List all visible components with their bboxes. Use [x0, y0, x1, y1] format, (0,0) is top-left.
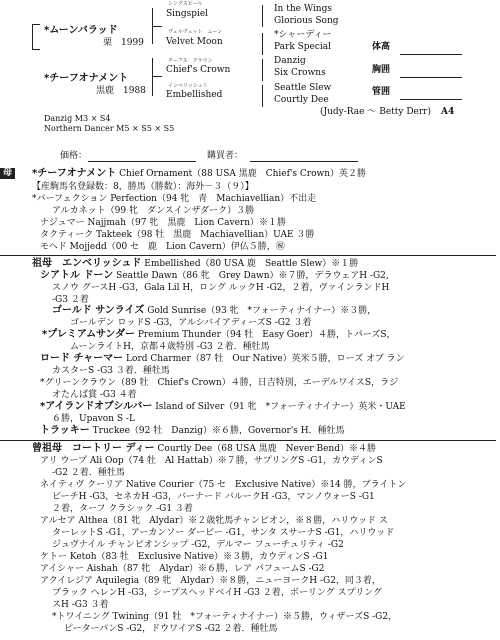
dam-offspring-3: タクティーク Takteek（98 牡 黒鹿 Machiavellian）UAE ３勝: [40, 230, 315, 240]
gen3-name-7: Seattle Slew: [274, 83, 332, 93]
height-label: 体高: [372, 42, 391, 52]
sire-name: *ムーンバラッド: [44, 25, 118, 36]
sire-detail: 栗 1999: [103, 38, 144, 48]
gen3-name-1: In the Wings: [274, 4, 332, 14]
gen2-ruby-1: シングスピール: [168, 1, 203, 7]
girth-label: 胸囲: [372, 65, 391, 75]
gen3-name-6: Six Crowns: [274, 68, 326, 78]
ggd-offspring-3: アルセア Althea（81 牝 Alydar）※２歳牝馬チャンピオン，※８勝，ハリウッド ス: [40, 516, 388, 526]
height-field[interactable]: [400, 54, 462, 55]
granddam-offspring-1-foal-2: *プレミアムサンダー Premium Thunder（94 牡 Easy Goer）４勝，トパーズS，: [42, 329, 396, 340]
gen3-name-2: Glorious Song: [274, 16, 339, 26]
gen2-ruby-4: インベリッシュト: [168, 83, 208, 89]
dam-offspring-4: モヘド Mojjedd（00 セ 鹿 Lion Cavern）伊仏５勝，㊗: [40, 242, 285, 252]
section-dam: [0, 168, 21, 179]
granddam-offspring-4: *アイランドオブシルバー Island of Silver（91 牝 *フォーティナイナー）英米・UAE: [40, 401, 406, 412]
ggd-offspring-1: アリ ウープ Ali Oop（74 牡 Al Hattab）※７勝，サプリングS -G1，カウディンS: [40, 456, 383, 466]
granddam-offspring-1: シアトル ドーン Seattle Dawn（86 牝 Grey Dawn）※７勝，デラウェアH -G2,: [40, 270, 389, 281]
dam-detail: 黒鹿 1988: [96, 86, 146, 96]
ggd-offspring-3-line3: ジュヴナイル チャンピオンシップ -G2，デルマー フューチュリティ -G2: [52, 540, 344, 550]
ggd-offspring-1-line2: -G2 ２着．種牡馬: [52, 468, 125, 478]
price-field[interactable]: [88, 161, 196, 162]
dam-offspring-2: ナジュマー Najjmah（97 牝 黒鹿 Lion Cavern）※１勝: [40, 218, 287, 228]
ggd-offspring-6-foal: *トワイニング Twining（91 牡 *フォーティナイナー）※５勝，ウィザーズS -G2，: [52, 612, 398, 622]
granddam-offspring-3: *グリーンクラウン（89 牡 Chief's Crown）４勝，日吉特別，エーデルワイスS，ラジ: [40, 378, 399, 388]
granddam-offspring-2: ロード チャーマー Lord Charmer（87 牡 Our Native）英米５勝，ローズ オブ ラン: [40, 353, 405, 364]
dam-main-entry: *チーフオナメント Chief Ornament（88 USA 黒鹿 Chief's Crown）英２勝: [32, 168, 366, 179]
price-label: 価格：: [60, 151, 88, 161]
granddam-offspring-2-line2: カスターS -G3 ３着．種牡馬: [52, 366, 170, 376]
gen2-name-1: Singspiel: [166, 9, 209, 19]
granddam-main-entry: 祖母 エンベリッシュド Embellished（80 USA 鹿 Seattle Slew）※１勝: [32, 258, 359, 269]
great-granddam-main-entry: 曾祖母 コートリー ディー Courtly Dee（68 USA 黒鹿 Never Bend）※４勝: [32, 443, 376, 454]
granddam-offspring-1-line3: -G3 ２着: [52, 295, 89, 305]
ggd-offspring-2-line2: ビーチH -G3，セネカH -G3，バーナード バルークH -G3，マンノウォーS -G1: [52, 492, 375, 502]
cannon-label: 管囲: [372, 87, 391, 97]
gen3-name-5: Danzig: [274, 56, 306, 66]
gen3-name-4: Park Special: [274, 42, 332, 52]
gen3-name-3: *シャーディー: [274, 30, 332, 40]
gen2-ruby-3: チーフス クラウン: [168, 58, 213, 64]
gen3-name-8: Courtly Dee: [274, 95, 329, 105]
ggd-offspring-2: ネイティヴ クーリア Native Courier（75 セ Exclusive Native）※14 勝，ブライトン: [40, 480, 407, 490]
inbreeding-line-2: Northern Dancer M5 × S5 × S5: [44, 124, 175, 133]
gen2-ruby-2: ヴェルヴェット ムーン: [168, 29, 223, 35]
dam-line-note: (Judy-Rae ～ Betty Derr): [320, 107, 431, 117]
family-number: A4: [441, 107, 455, 117]
granddam-offspring-4-line2: ６勝，Upavon S -L: [52, 414, 135, 424]
ggd-offspring-6: アクイレジア Aquilegia（89 牝 Alydar）※８勝，ニューヨークH -G2，同３着，: [40, 576, 381, 586]
cannon-field[interactable]: [400, 99, 462, 100]
ggd-offspring-6-foal-line2: ピーターパンS -G2，ドウワイアS -G2 ２着．種牡馬: [64, 624, 278, 634]
dam-name: *チーフオナメント: [44, 73, 129, 84]
gen2-name-2: Velvet Moon: [166, 37, 223, 47]
ggd-offspring-3-line2: ターレットS -G1，アーカンソー ダービー -G1，サンタ スサーナS -G1，ハリウッド: [52, 528, 395, 538]
gen2-name-4: Embellished: [166, 90, 223, 100]
ggd-offspring-5: アイシャー Aishah（87 牝 Alydar）※６勝，レア パフュームS -G2: [40, 564, 325, 574]
buyer-field[interactable]: [250, 161, 358, 162]
girth-field[interactable]: [400, 77, 462, 78]
dam-offspring-summary: 【産駒馬名登録数：8，勝馬（勝数）：海外－３（９）】: [32, 182, 254, 192]
granddam-offspring-1-foal-2-line2: ムーンライトH，京都４歳特別 -G3 ２着．種牡馬: [70, 342, 270, 352]
ggd-offspring-2-line3: ２着，ターフ クラシック -G1 ３着: [52, 504, 193, 514]
dam-offspring-1-foal: アルカネット（99 牝 ダンスインザダーク）３勝: [52, 206, 255, 216]
granddam-offspring-1-foal-1: ゴールド サンライズ Gold Sunrise（93 牝 *フォーティナイナー）※３勝，: [52, 305, 377, 316]
inbreeding-line-1: Danzig M3 × S4: [44, 114, 111, 123]
ggd-offspring-6-line2: ブラック ヘレンH -G3，シープスヘッドベイH -G3 ２着，ボーリング スプリング: [52, 588, 382, 598]
dam-offspring-1: *パーフェクション Perfection（94 牝 青 Machiavellian）不出走: [32, 194, 317, 204]
gen2-name-3: Chief's Crown: [166, 65, 231, 75]
buyer-label: 購買者：: [207, 151, 244, 161]
section-dam-tag: 母: [0, 168, 15, 179]
granddam-offspring-1-line2: スノウ グースH -G3，Gala Lil H，ロング ルックH -G2，２着，ヴァインランドH: [52, 283, 390, 293]
granddam-offspring-3-line2: オたんぱ賞 -G3 ４着: [52, 390, 137, 400]
granddam-offspring-1-foal-1-line2: ゴールデン ロッドS -G3，アルシバイアディーズS -G2 ３着: [70, 318, 312, 328]
ggd-offspring-4: ケトー Ketoh（83 牡 Exclusive Native）※３勝，カウディンS -G1: [40, 552, 329, 562]
granddam-offspring-5: トラッキー Truckee（92 牡 Danzig）※６勝，Governor's H．種牡馬: [40, 425, 345, 436]
ggd-offspring-6-line3: スH -G3 ３着: [52, 600, 109, 610]
